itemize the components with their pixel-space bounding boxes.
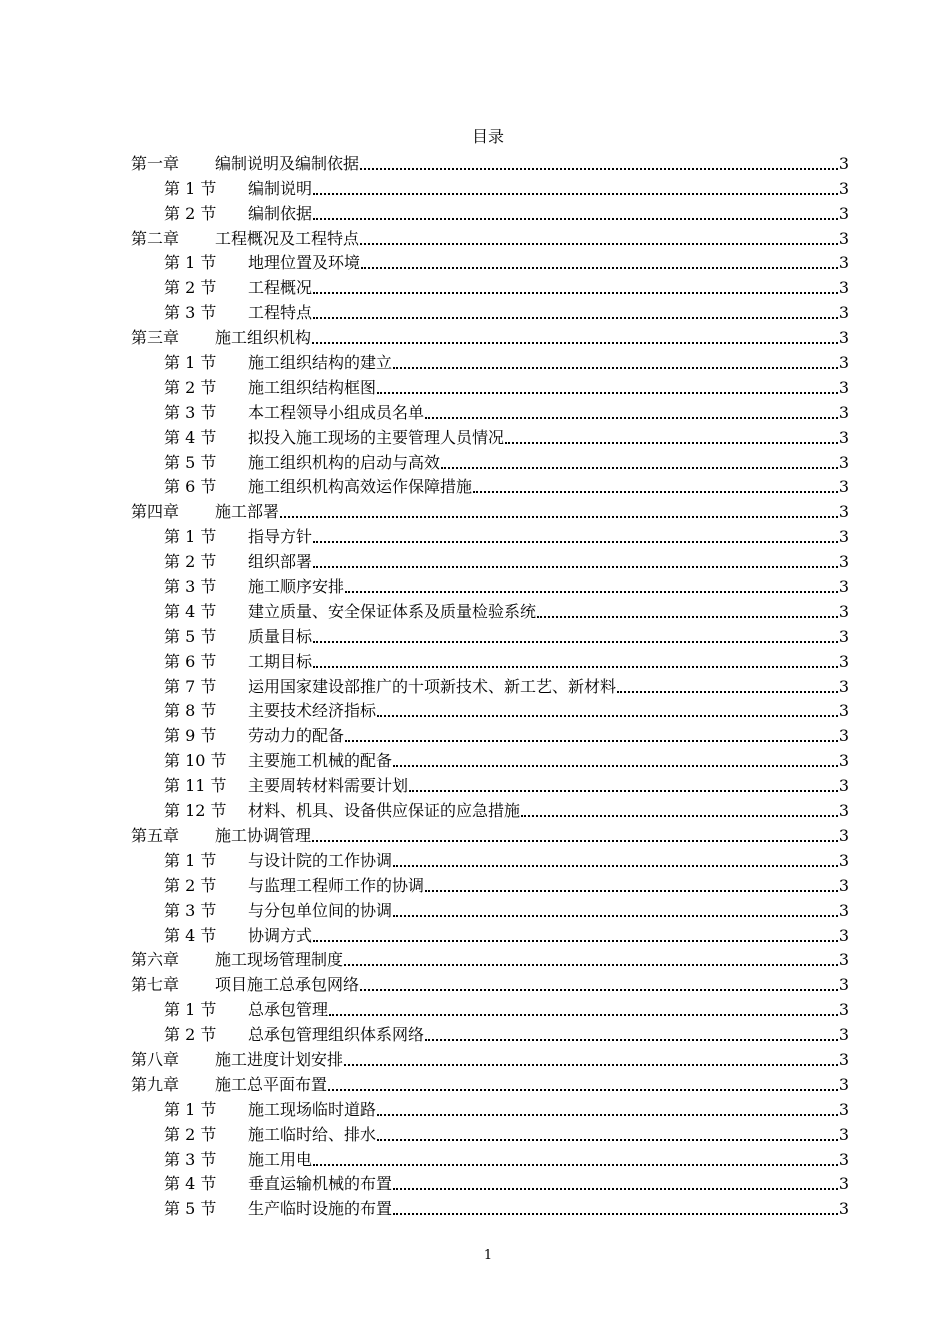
toc-dot-leader <box>537 614 838 618</box>
toc-entry-number: 第二章 <box>131 228 180 248</box>
toc-entry-number: 第七章 <box>131 975 180 995</box>
toc-dot-leader <box>313 290 838 294</box>
toc-entry-number: 第 2 节 <box>164 377 217 397</box>
toc-dot-leader <box>360 241 838 245</box>
toc-entry-page: 3 <box>838 1174 849 1194</box>
toc-entry-page: 3 <box>838 1049 849 1069</box>
toc-entry-number: 第 1 节 <box>164 527 217 547</box>
toc-entry-title: 运用国家建设部推广的十项新技术、新工艺、新材料 <box>248 676 617 696</box>
toc-entry-number: 第三章 <box>131 328 180 348</box>
toc-entry-title: 劳动力的配备 <box>248 726 345 746</box>
toc-entry-title: 生产临时设施的布置 <box>248 1199 393 1219</box>
toc-entry-page: 3 <box>838 278 849 298</box>
toc-entry-title: 总承包管理组织体系网络 <box>248 1025 425 1045</box>
toc-entry-page: 3 <box>838 1000 849 1020</box>
toc-entry-number: 第四章 <box>131 502 180 522</box>
toc-dot-leader <box>312 838 838 842</box>
toc-entry-number: 第 3 节 <box>164 402 217 422</box>
toc-dot-leader <box>312 340 838 344</box>
toc-entry-title: 施工用电 <box>248 1149 313 1169</box>
toc-chapter-entry[interactable] <box>131 821 849 846</box>
toc-entry-page: 3 <box>838 303 849 323</box>
toc-entry-number: 第 1 节 <box>164 1099 217 1119</box>
toc-section-entry[interactable] <box>131 448 849 473</box>
toc-dot-leader <box>329 1012 838 1016</box>
toc-entry-title: 施工组织结构的建立 <box>248 353 393 373</box>
toc-entry-page: 3 <box>838 1099 849 1119</box>
toc-entry-number: 第 10 节 <box>164 751 227 771</box>
toc-entry-title: 地理位置及环境 <box>248 253 361 273</box>
toc-entry-number: 第 5 节 <box>164 1199 217 1219</box>
toc-dot-leader <box>425 888 838 892</box>
toc-entry-number: 第 11 节 <box>164 776 227 796</box>
toc-entry-title: 工程概况 <box>248 278 313 298</box>
toc-section-entry[interactable] <box>131 572 849 597</box>
toc-dot-leader <box>617 689 838 693</box>
toc-section-entry[interactable] <box>131 871 849 896</box>
toc-entry-title: 编制依据 <box>248 203 313 223</box>
toc-entry-title: 施工协调管理 <box>215 825 312 845</box>
toc-dot-leader <box>377 1137 838 1141</box>
toc-entry-number: 第 4 节 <box>164 427 217 447</box>
toc-entry-title: 施工现场临时道路 <box>248 1099 377 1119</box>
toc-entry-number: 第 2 节 <box>164 552 217 572</box>
toc-dot-leader <box>361 265 838 269</box>
toc-entry-number: 第一章 <box>131 153 180 173</box>
toc-dot-leader <box>313 216 838 220</box>
toc-section-entry[interactable] <box>131 473 849 498</box>
toc-entry-page: 3 <box>838 1025 849 1045</box>
toc-dot-leader <box>393 1211 838 1215</box>
toc-entry-page: 3 <box>838 925 849 945</box>
toc-entry-title: 垂直运输机械的布置 <box>248 1174 393 1194</box>
toc-dot-leader <box>473 489 838 493</box>
toc-entry-page: 3 <box>838 1199 849 1219</box>
toc-chapter-entry[interactable] <box>131 323 849 348</box>
toc-entry-page: 3 <box>838 626 849 646</box>
toc-entry-number: 第 1 节 <box>164 178 217 198</box>
toc-dot-leader <box>344 962 838 966</box>
toc-entry-number: 第五章 <box>131 825 180 845</box>
toc-section-entry[interactable] <box>131 647 849 672</box>
toc-entry-title: 组织部署 <box>248 552 313 572</box>
toc-entry-page: 3 <box>838 1149 849 1169</box>
toc-entry-title: 主要技术经济指标 <box>248 701 377 721</box>
toc-section-entry[interactable] <box>131 796 849 821</box>
toc-entry-title: 材料、机具、设备供应保证的应急措施 <box>248 801 521 821</box>
toc-entry-title: 项目施工总承包网络 <box>215 975 360 995</box>
toc-dot-leader <box>313 639 838 643</box>
toc-entry-page: 3 <box>838 452 849 472</box>
toc-section-entry[interactable] <box>131 298 849 323</box>
toc-dot-leader <box>441 465 838 469</box>
toc-dot-leader <box>393 863 838 867</box>
toc-entry-number: 第 1 节 <box>164 353 217 373</box>
toc-entry-page: 3 <box>838 228 849 248</box>
toc-entry-number: 第 9 节 <box>164 726 217 746</box>
toc-entry-title: 施工临时给、排水 <box>248 1124 377 1144</box>
toc-entry-page: 3 <box>838 950 849 970</box>
toc-entry-title: 与监理工程师工作的协调 <box>248 875 425 895</box>
toc-section-entry[interactable] <box>131 846 849 871</box>
toc-section-entry[interactable] <box>131 1194 849 1219</box>
toc-section-entry[interactable] <box>131 547 849 572</box>
toc-entry-number: 第 4 节 <box>164 1174 217 1194</box>
toc-section-entry[interactable] <box>131 522 849 547</box>
toc-entry-number: 第 6 节 <box>164 477 217 497</box>
toc-entry-page: 3 <box>838 825 849 845</box>
toc-dot-leader <box>345 589 838 593</box>
toc-entry-number: 第 2 节 <box>164 278 217 298</box>
toc-dot-leader <box>313 191 838 195</box>
toc-entry-number: 第 5 节 <box>164 626 217 646</box>
toc-section-entry[interactable] <box>131 746 849 771</box>
toc-dot-leader <box>425 1037 838 1041</box>
toc-entry-title: 施工进度计划安排 <box>215 1049 344 1069</box>
toc-entry-page: 3 <box>838 776 849 796</box>
toc-entry-title: 编制说明及编制依据 <box>215 153 360 173</box>
toc-entry-page: 3 <box>838 502 849 522</box>
toc-chapter-entry[interactable] <box>131 149 849 174</box>
toc-section-entry[interactable] <box>131 921 849 946</box>
toc-dot-leader <box>328 1087 838 1091</box>
toc-entry-title: 建立质量、安全保证体系及质量检验系统 <box>248 601 537 621</box>
toc-section-entry[interactable] <box>131 1170 849 1195</box>
toc-entry-page: 3 <box>838 601 849 621</box>
toc-dot-leader <box>313 664 838 668</box>
toc-section-entry[interactable] <box>131 697 849 722</box>
toc-entry-title: 工程特点 <box>248 303 313 323</box>
toc-entry-number: 第 3 节 <box>164 577 217 597</box>
toc-dot-leader <box>505 440 838 444</box>
toc-entry-page: 3 <box>838 353 849 373</box>
page-number: 1 <box>483 1248 493 1263</box>
toc-section-entry[interactable] <box>131 597 849 622</box>
toc-dot-leader <box>313 938 838 942</box>
toc-entry-page: 3 <box>838 676 849 696</box>
toc-entry-page: 3 <box>838 178 849 198</box>
toc-section-entry[interactable] <box>131 771 849 796</box>
toc-entry-title: 施工组织结构框图 <box>248 377 377 397</box>
toc-dot-leader <box>521 813 838 817</box>
toc-section-entry[interactable] <box>131 1020 849 1045</box>
toc-entry-page: 3 <box>838 850 849 870</box>
toc-entry-page: 3 <box>838 203 849 223</box>
toc-entry-number: 第 2 节 <box>164 203 217 223</box>
toc-section-entry[interactable] <box>131 373 849 398</box>
toc-entry-page: 3 <box>838 801 849 821</box>
toc-entry-page: 3 <box>838 751 849 771</box>
toc-dot-leader <box>360 987 838 991</box>
toc-entry-title: 施工总平面布置 <box>215 1074 328 1094</box>
toc-entry-number: 第 4 节 <box>164 601 217 621</box>
toc-dot-leader <box>393 1186 838 1190</box>
toc-entry-title: 指导方针 <box>248 527 313 547</box>
toc-entry-page: 3 <box>838 552 849 572</box>
toc-entry-title: 主要周转材料需要计划 <box>248 776 409 796</box>
toc-dot-leader <box>313 315 838 319</box>
toc-entry-page: 3 <box>838 875 849 895</box>
toc-section-entry[interactable] <box>131 423 849 448</box>
toc-entry-title: 本工程领导小组成员名单 <box>248 402 425 422</box>
toc-entry-title: 主要施工机械的配备 <box>248 751 393 771</box>
toc-entry-title: 施工部署 <box>215 502 280 522</box>
toc-entry-number: 第八章 <box>131 1049 180 1069</box>
toc-entry-title: 施工组织机构的启动与高效 <box>248 452 441 472</box>
toc-entry-page: 3 <box>838 651 849 671</box>
toc-entry-number: 第 7 节 <box>164 676 217 696</box>
toc-chapter-entry[interactable] <box>131 497 849 522</box>
toc-entry-title: 与设计院的工作协调 <box>248 850 393 870</box>
toc-section-entry[interactable] <box>131 995 849 1020</box>
toc-section-entry[interactable] <box>131 273 849 298</box>
toc-chapter-entry[interactable] <box>131 1070 849 1095</box>
toc-dot-leader <box>313 564 838 568</box>
toc-dot-leader <box>377 1112 838 1116</box>
toc-entry-number: 第 5 节 <box>164 452 217 472</box>
toc-entry-number: 第九章 <box>131 1074 180 1094</box>
toc-entry-number: 第 6 节 <box>164 651 217 671</box>
toc-dot-leader <box>313 1162 838 1166</box>
toc-dot-leader <box>360 166 838 170</box>
toc-section-entry[interactable] <box>131 199 849 224</box>
toc-dot-leader <box>393 763 838 767</box>
toc-entry-title: 编制说明 <box>248 178 313 198</box>
toc-entry-title: 协调方式 <box>248 925 313 945</box>
toc-entry-title: 工程概况及工程特点 <box>215 228 360 248</box>
toc-dot-leader <box>280 514 838 518</box>
toc-dot-leader <box>313 539 838 543</box>
toc-entry-page: 3 <box>838 153 849 173</box>
toc-entry-page: 3 <box>838 900 849 920</box>
toc-dot-leader <box>377 713 838 717</box>
toc-entry-page: 3 <box>838 726 849 746</box>
toc-section-entry[interactable] <box>131 1095 849 1120</box>
toc-entry-page: 3 <box>838 377 849 397</box>
toc-entry-page: 3 <box>838 1074 849 1094</box>
toc-entry-page: 3 <box>838 477 849 497</box>
toc-section-entry[interactable] <box>131 348 849 373</box>
toc-section-entry[interactable] <box>131 174 849 199</box>
toc-entry-title: 施工组织机构高效运作保障措施 <box>248 477 473 497</box>
toc-chapter-entry[interactable] <box>131 946 849 971</box>
toc-entry-title: 质量目标 <box>248 626 313 646</box>
toc-entry-title: 总承包管理 <box>248 1000 329 1020</box>
toc-entry-number: 第六章 <box>131 950 180 970</box>
toc-dot-leader <box>409 788 838 792</box>
toc-section-entry[interactable] <box>131 1145 849 1170</box>
toc-dot-leader <box>345 738 838 742</box>
toc-entry-number: 第 4 节 <box>164 925 217 945</box>
toc-section-entry[interactable] <box>131 896 849 921</box>
toc-entry-number: 第 1 节 <box>164 253 217 273</box>
toc-entry-title: 拟投入施工现场的主要管理人员情况 <box>248 427 505 447</box>
toc-chapter-entry[interactable] <box>131 224 849 249</box>
toc-dot-leader <box>393 365 838 369</box>
toc-section-entry[interactable] <box>131 249 849 274</box>
toc-entry-number: 第 8 节 <box>164 701 217 721</box>
toc-title: 目录 <box>471 127 504 146</box>
toc-chapter-entry[interactable] <box>131 970 849 995</box>
toc-dot-leader <box>393 913 838 917</box>
toc-entry-number: 第 2 节 <box>164 1025 217 1045</box>
toc-entry-number: 第 3 节 <box>164 303 217 323</box>
toc-section-entry[interactable] <box>131 622 849 647</box>
toc-entry-number: 第 1 节 <box>164 850 217 870</box>
toc-entry-number: 第 2 节 <box>164 875 217 895</box>
toc-entry-page: 3 <box>838 402 849 422</box>
toc-section-entry[interactable] <box>131 672 849 697</box>
toc-entry-page: 3 <box>838 427 849 447</box>
toc-entry-page: 3 <box>838 1124 849 1144</box>
toc-entry-title: 施工顺序安排 <box>248 577 345 597</box>
toc-entry-page: 3 <box>838 527 849 547</box>
toc-section-entry[interactable] <box>131 721 849 746</box>
toc-section-entry[interactable] <box>131 1120 849 1145</box>
toc-entry-number: 第 2 节 <box>164 1124 217 1144</box>
toc-section-entry[interactable] <box>131 398 849 423</box>
toc-entry-page: 3 <box>838 253 849 273</box>
toc-dot-leader <box>425 415 838 419</box>
toc-entry-number: 第 3 节 <box>164 900 217 920</box>
toc-dot-leader <box>377 390 838 394</box>
toc-entry-number: 第 3 节 <box>164 1149 217 1169</box>
toc-entry-page: 3 <box>838 577 849 597</box>
toc-entry-page: 3 <box>838 701 849 721</box>
toc-entry-page: 3 <box>838 328 849 348</box>
toc-entry-title: 工期目标 <box>248 651 313 671</box>
table-of-contents <box>131 149 849 1219</box>
toc-entry-title: 施工组织机构 <box>215 328 312 348</box>
toc-entry-title: 施工现场管理制度 <box>215 950 344 970</box>
toc-entry-title: 与分包单位间的协调 <box>248 900 393 920</box>
toc-entry-number: 第 1 节 <box>164 1000 217 1020</box>
toc-entry-number: 第 12 节 <box>164 801 227 821</box>
toc-chapter-entry[interactable] <box>131 1045 849 1070</box>
toc-dot-leader <box>344 1062 838 1066</box>
toc-entry-page: 3 <box>838 975 849 995</box>
